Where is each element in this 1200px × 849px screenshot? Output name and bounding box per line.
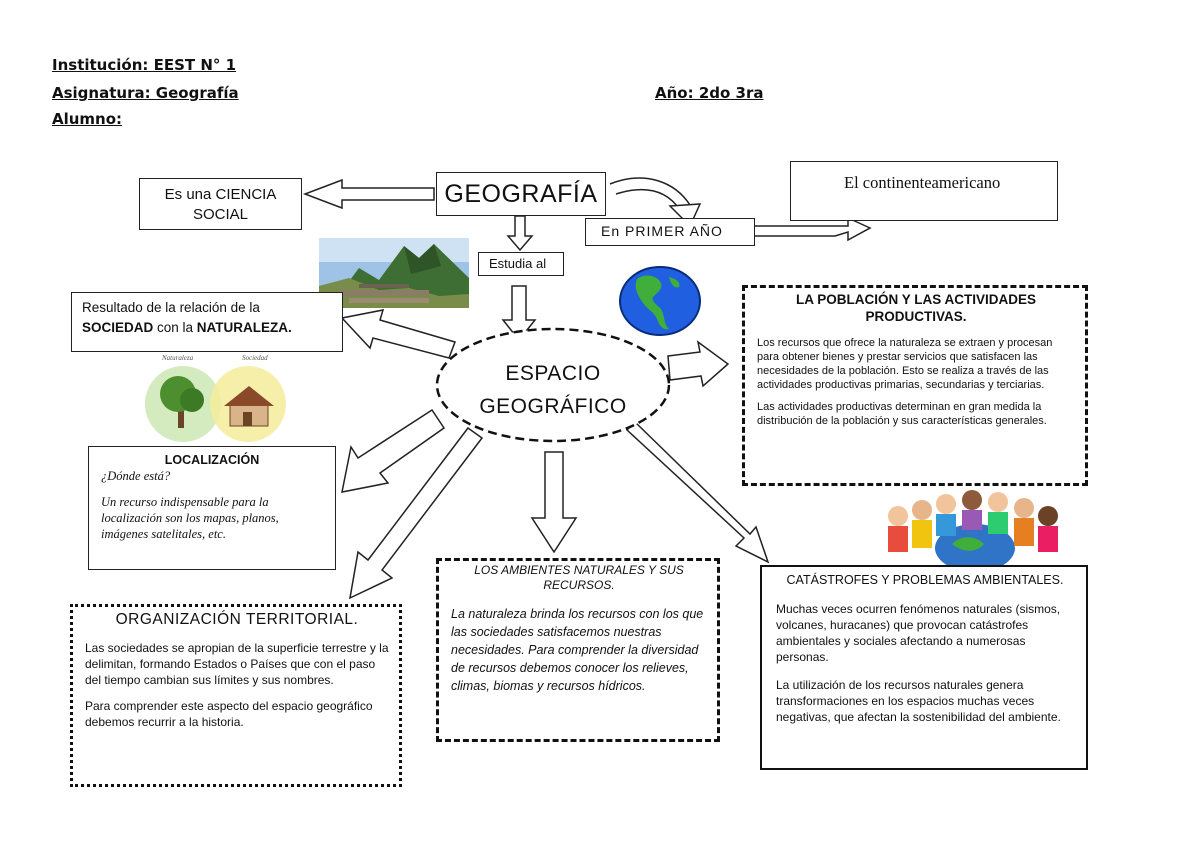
ambientes-title: LOS AMBIENTES NATURALES Y SUS RECURSOS. [474, 563, 684, 592]
espacio-line1: ESPACIO [505, 362, 601, 385]
ciencia-social-node [139, 178, 302, 230]
espacio-line2: GEOGRÁFICO [479, 395, 627, 418]
localizacion-title: LOCALIZACIÓN [164, 453, 260, 467]
localizacion-text: Un recurso indispensable para la localización son los mapas, planos, imágenes satelitales, etc. [101, 495, 279, 541]
localizacion-question: ¿Dónde está? [101, 469, 171, 483]
estudia-node: Estudia al [478, 252, 564, 276]
geografia-node: GEOGRAFÍA [436, 172, 606, 216]
ambientes-text: La naturaleza brinda los recursos con los que las sociedades satisfacemos nuestras necesidades. Para comprender la diversidad de recursos debemos conocer los relieves, climas, biomas y recursos hídricos. [451, 607, 704, 693]
arrow-to-estudia [508, 216, 532, 250]
organizacion-p2: Para comprender este aspecto del espacio geográfico debemos recurrir a la historia. [85, 699, 373, 729]
institucion-label: Institución: EEST N° 1 [52, 56, 237, 74]
espacio-geografico-label [430, 357, 676, 423]
localizacion-box [88, 446, 336, 570]
catastrofes-title: CATÁSTROFES Y PROBLEMAS AMBIENTALES. [786, 573, 1064, 587]
venn-label-sociedad: Sociedad [242, 354, 268, 362]
venn-label-naturaleza: Naturaleza [162, 354, 194, 362]
ciencia-line1: Es una CIENCIA [164, 186, 277, 203]
poblacion-p2: Las actividades productivas determinan en gran medida la distribución de la población y sus características generales. [757, 401, 1047, 427]
arrow-to-continente [754, 218, 870, 240]
ciencia-line2: SOCIAL [192, 206, 249, 223]
poblacion-box [742, 285, 1088, 486]
organizacion-title: ORGANIZACIÓN TERRITORIAL. [115, 611, 359, 628]
children-globe-image [880, 486, 1070, 568]
venn-circles [138, 364, 308, 448]
asignatura-label: Asignatura: Geografía [52, 84, 239, 102]
alumno-label: Alumno: [52, 110, 123, 128]
continente-node: El continenteamericano [790, 161, 1058, 221]
primer-anio-node: En PRIMER AÑO [585, 218, 755, 246]
catastrofes-p2: La utilización de los recursos naturales genera transformaciones en los espacios muchas veces negativas, que afectan la sostenibilidad del ambiente. [776, 678, 1061, 724]
resultado-naturaleza: NATURALEZA. [196, 320, 292, 335]
arrow-to-ciencia [305, 180, 434, 208]
resultado-con: con la [153, 320, 197, 335]
organizacion-p1: Las sociedades se apropian de la superficie terrestre y la delimitan, formando Estados o Países que con el paso del tiempo cambian sus límites y sus nombres. [85, 641, 389, 687]
resultado-line1: Resultado de la relación de la [82, 300, 260, 315]
catastrofes-box [760, 565, 1088, 770]
resultado-sociedad: SOCIEDAD [82, 320, 154, 335]
resultado-node [71, 292, 343, 352]
organizacion-box [70, 604, 402, 787]
venn-diagram [138, 352, 308, 448]
poblacion-title: LA POBLACIÓN Y LAS ACTIVIDADES PRODUCTIVAS. [795, 292, 1037, 324]
resultado-line2 [82, 318, 342, 338]
ambientes-box [436, 558, 720, 742]
arrow-to-ambientes [532, 452, 576, 552]
anio-label: Año: 2do 3ra [655, 84, 764, 102]
poblacion-p1: Los recursos que ofrece la naturaleza se extraen y procesan para obtener bienes y prestar servicios que satisfacen las necesidades de la población. Esto se realiza a través de las actividades productivas primarias, secundarias y terciarias. [757, 337, 1053, 391]
catastrofes-p1: Muchas veces ocurren fenómenos naturales (sismos, volcanes, huracanes) que provocan catástrofes ambientales y sociales afectando a numerosas personas. [776, 602, 1061, 664]
